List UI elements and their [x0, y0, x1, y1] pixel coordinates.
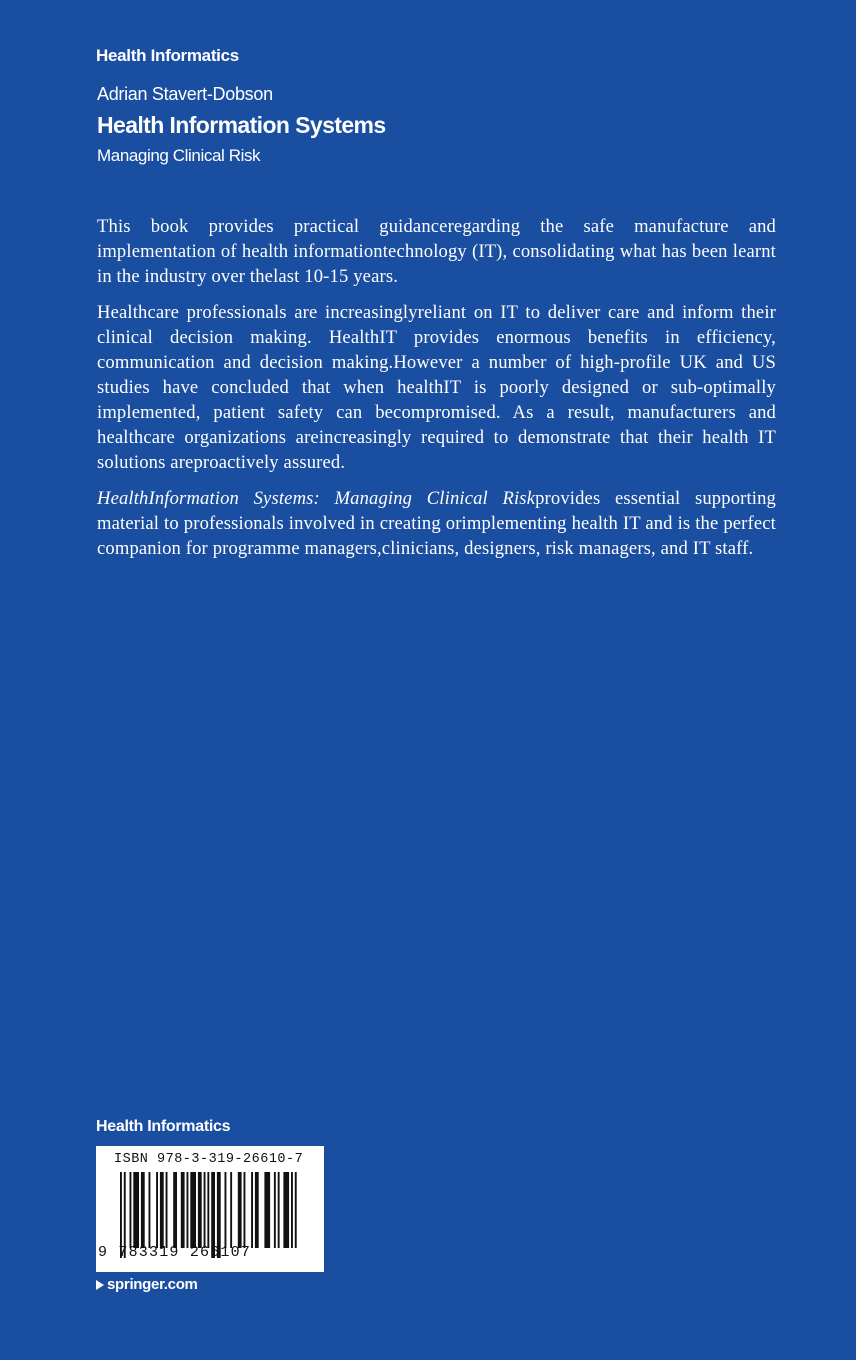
series-name-top: Health Informatics [96, 46, 239, 65]
isbn-label: ISBN 978-3-319-26610-7 [114, 1152, 304, 1167]
barcode-bar [156, 1172, 158, 1248]
barcode-bar [291, 1172, 293, 1248]
author-name: Adrian Stavert-Dobson [97, 84, 273, 104]
barcode-bar [187, 1172, 189, 1248]
series-name-bottom: Health Informatics [96, 1118, 231, 1135]
book-description [97, 214, 776, 572]
barcode-bar [264, 1172, 270, 1248]
description-book-title-italic: HealthInformation Systems: Managing Clinical Risk [97, 488, 536, 509]
description-paragraph-3 [97, 486, 776, 561]
barcode-bar [274, 1172, 276, 1248]
barcode-digits: 9 783319 266107 [98, 1244, 252, 1261]
barcode-bar [133, 1172, 139, 1248]
barcode-bar [295, 1172, 297, 1248]
description-paragraph-2: Healthcare professionals are increasinglyreliant on IT to deliver care and inform their clinical decision making. HealthIT provides enormous benefits in efficiency, communication and decision making.However a number of high-profile UK and US studies have concluded that when healthIT is poorly designed or sub-optimally implemented, patient safety can becompromised. As a result, manufacturers and healthcare organizations areincreasingly required to demonstrate that their health IT solutions areproactively assured. [97, 302, 776, 473]
barcode-bar [166, 1172, 168, 1248]
description-paragraph-1: This book provides practical guidanceregarding the safe manufacture and implementation of health informationtechnology (IT), consolidating what has been learnt in the industry over thelast 10-15 years. [97, 216, 776, 287]
barcode-bar [204, 1172, 206, 1248]
barcode-bar [130, 1172, 132, 1248]
book-subtitle: Managing Clinical Risk [97, 146, 261, 165]
barcode-bar [173, 1172, 177, 1248]
barcode-bar [283, 1172, 289, 1248]
triangle-right-icon [96, 1280, 104, 1290]
barcode-bar [225, 1172, 227, 1248]
barcode-bar [181, 1172, 185, 1248]
barcode-bar [230, 1172, 232, 1248]
barcode-bar [251, 1172, 253, 1248]
barcode-bar [160, 1172, 164, 1248]
barcode-bar [198, 1172, 202, 1248]
barcode-bar [238, 1172, 242, 1248]
book-title: Health Information Systems [97, 112, 386, 138]
barcode-bar [255, 1172, 259, 1248]
description-paragraph-3-text: provides essential supporting material to professionals involved in creating orimplementing health IT and is the perfect companion for programme managers,clinicians, designers, risk managers, and IT staff. [97, 488, 777, 559]
publisher-website[interactable] [96, 1276, 198, 1293]
barcode-bar [207, 1172, 209, 1248]
barcode-bar [141, 1172, 145, 1248]
barcode-bar [244, 1172, 246, 1248]
barcode-bar [149, 1172, 151, 1248]
barcode-bar [278, 1172, 280, 1248]
barcode-bar [190, 1172, 196, 1248]
isbn-barcode [96, 1146, 324, 1272]
publisher-website-label: springer.com [107, 1276, 198, 1293]
